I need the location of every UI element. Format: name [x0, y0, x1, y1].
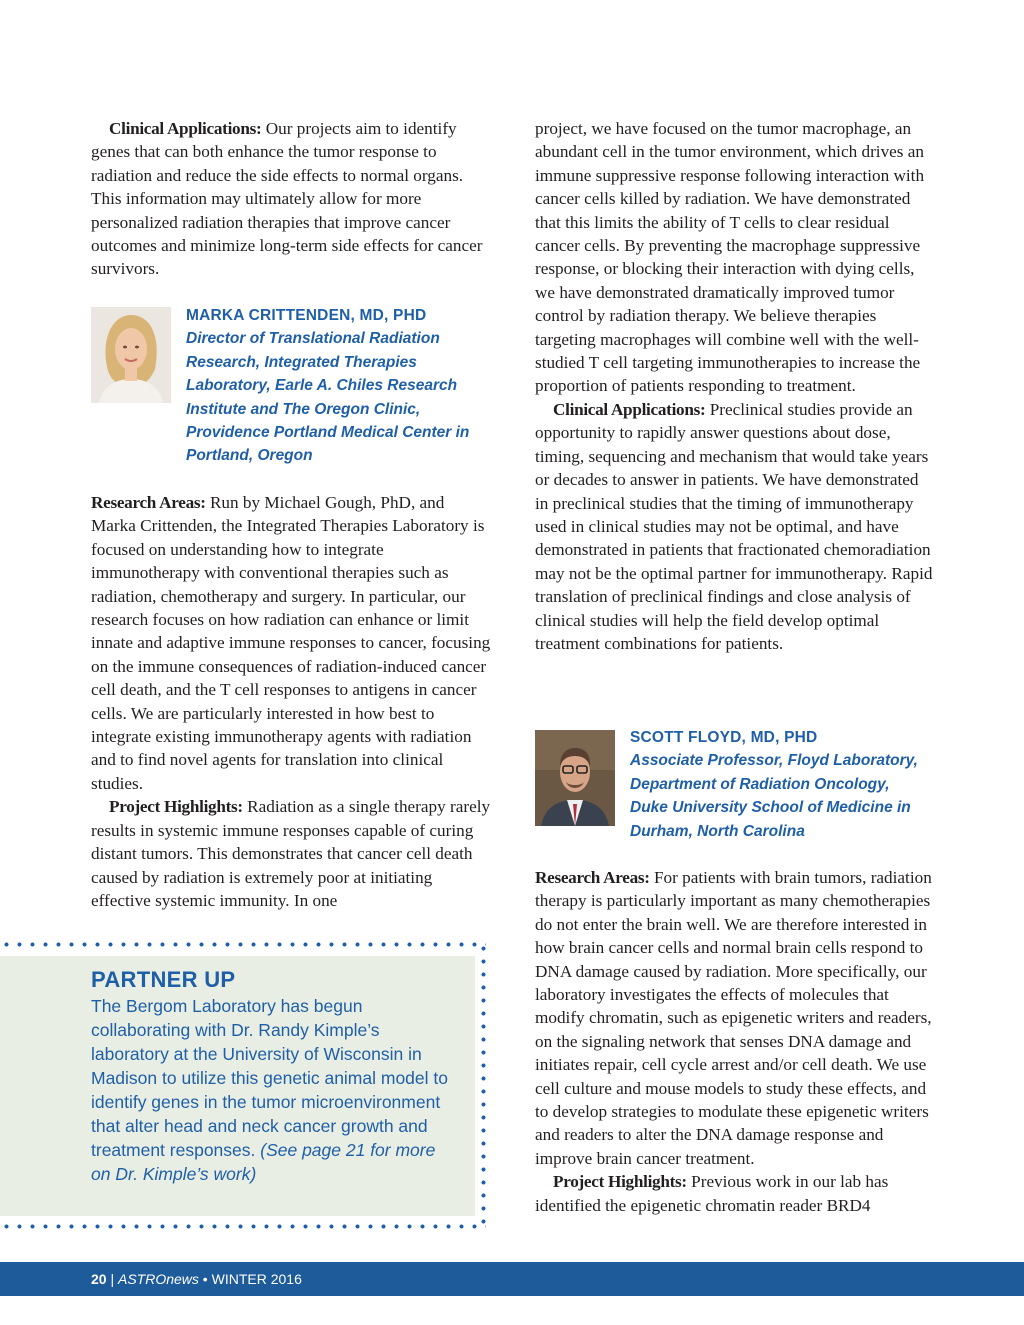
project-highlights-text-2: Previous work in our lab has identified the epigenetic chromatin reader BRD4: [535, 1172, 889, 1215]
floyd-role: Associate Professor, Floyd Laboratory, Department of Radiation Oncology, Duke University School of Medicine in Durham, North Carolina: [630, 752, 918, 840]
crittenden-role: Director of Translational Radiation Research, Integrated Therapies Laboratory, Earle A. Chiles Research Institute and The Oregon Clinic, Providence Portland Medical Center in Portland, Oregon: [186, 330, 470, 465]
dotted-border-top: [0, 942, 486, 947]
partner-up-callout: [0, 942, 486, 1229]
floyd-name: SCOTT FLOYD, MD, PHD: [630, 729, 818, 746]
research-areas-heading: Research Areas:: [91, 493, 206, 512]
footer-separator: |: [106, 1271, 118, 1287]
project-highlights-heading-2: Project Highlights:: [553, 1172, 687, 1192]
clinical-applications-paragraph-2: [535, 398, 933, 655]
crittenden-bio: [186, 304, 486, 468]
crittenden-name: MARKA CRITTENDEN, MD, PHD: [186, 307, 427, 324]
continued-paragraph: project, we have focused on the tumor macrophage, an abundant cell in the tumor environment, which drives an immune suppressive response following interaction with cancer cells killed by radiation. We have demonstrated that this limits the ability of T cells to clear residual cancer cells. By preventing the macrophage suppressive response, or blocking their interaction with dying cells, we have demonstrated dramatically improved tumor control by radiation therapy. We believe therapies targeting macrophages will combine well with the well-studied T cell targeting immunotherapies to increase the proportion of patients responding to treatment.: [535, 119, 925, 396]
footer-bullet: •: [198, 1271, 212, 1287]
callout-content: [91, 966, 451, 1186]
right-column: [535, 117, 933, 655]
project-highlights-paragraph: [91, 795, 491, 912]
dotted-border-bottom: [0, 1224, 486, 1229]
page-number: 20: [91, 1271, 107, 1287]
clinical-applications-paragraph: [91, 117, 491, 281]
callout-body: [91, 994, 451, 1186]
callout-title: PARTNER UP: [91, 967, 236, 992]
clinical-applications-text-2: Preclinical studies provide an opportunity to rapidly answer questions about dose, timing, sequencing and mechanism that would take years or decades to answer in patients. We have demonstrated in preclinical studies that the timing of immunotherapy used in clinical studies may not be optimal, and have demonstrated in patients that fractionated chemoradiation may not be the optimal partner for immunotherapy. Rapid translation of preclinical findings and close analysis of clinical studies will help the field develop optimal treatment combinations for patients.: [535, 399, 933, 653]
page-footer: [0, 1262, 1024, 1296]
left-column: [91, 117, 491, 281]
floyd-bio: [630, 726, 930, 843]
research-areas-heading-2: Research Areas:: [535, 868, 650, 887]
headshot-woman-icon: [91, 307, 171, 403]
research-areas-text-2: For patients with brain tumors, radiation therapy is particularly important as many chemotherapies do not enter the brain well. We are therefore interested in how brain cancer cells and normal brain cells respond to DNA damage caused by radiation. More specifically, our laboratory investigates the effects of molecules that modify chromatin, such as epigenetic writers and readers, on the signaling network that senses DNA damage and initiates repair, cell cycle arrest and/or cell death. We use cell culture and mouse models to study these effects, and to develop strategies to modulate these epigenetic writers and readers to alter the DNA damage response and improve brain cancer treatment.: [535, 868, 932, 1168]
research-areas-paragraph-2: [535, 866, 933, 1170]
crittenden-headshot: [91, 307, 171, 403]
dotted-border-right: [481, 942, 486, 1229]
project-highlights-paragraph-2: [535, 1170, 933, 1217]
footer-text: [91, 1262, 302, 1296]
clinical-applications-heading: Clinical Applications:: [109, 119, 262, 138]
floyd-headshot: [535, 730, 615, 826]
callout-page-reference: (See page 21 for more on Dr. Kimple’s work): [91, 1140, 436, 1184]
research-areas-paragraph: [91, 491, 491, 795]
issue-date: WINTER 2016: [211, 1271, 302, 1287]
left-column-lower: [91, 491, 491, 912]
headshot-man-icon: [535, 730, 615, 826]
clinical-applications-text: Our projects aim to identify genes that can both enhance the tumor response to radiation and reduce the side effects to normal organs. This information may ultimately allow for more personalized radiation therapies that improve cancer outcomes and minimize long-term side effects for cancer survivors.: [91, 119, 483, 279]
research-areas-text: Run by Michael Gough, PhD, and Marka Crittenden, the Integrated Therapies Laboratory is focused on understanding how to integrate immunotherapy with conventional therapies such as radiation, chemotherapy and surgery. In particular, our research focuses on how radiation can enhance or limit innate and adaptive immune responses to cancer, focusing on the immune consequences of radiation-induced cancer cell death, and the T cell responses to antigens in cancer cells. We are particularly interested in how best to integrate existing immunotherapy agents with radiation and to find novel agents for translation into clinical studies.: [91, 493, 491, 793]
clinical-applications-heading-2: Clinical Applications:: [553, 399, 706, 419]
right-column-lower: [535, 866, 933, 1217]
magazine-name: ASTROnews: [118, 1271, 199, 1287]
callout-body-text: The Bergom Laboratory has begun collaborating with Dr. Randy Kimple’s laboratory at the University of Wisconsin in Madison to utilize this genetic animal model to identify genes in the tumor microenvironment that alter head and neck cancer growth and treatment responses.: [91, 996, 448, 1160]
project-highlights-text: Radiation as a single therapy rarely results in systemic immune responses capable of curing distant tumors. This demonstrates that cancer cell death caused by radiation is extremely poor at initiating effective systemic immunity. In one: [91, 797, 491, 910]
project-highlights-heading: Project Highlights:: [109, 797, 243, 817]
